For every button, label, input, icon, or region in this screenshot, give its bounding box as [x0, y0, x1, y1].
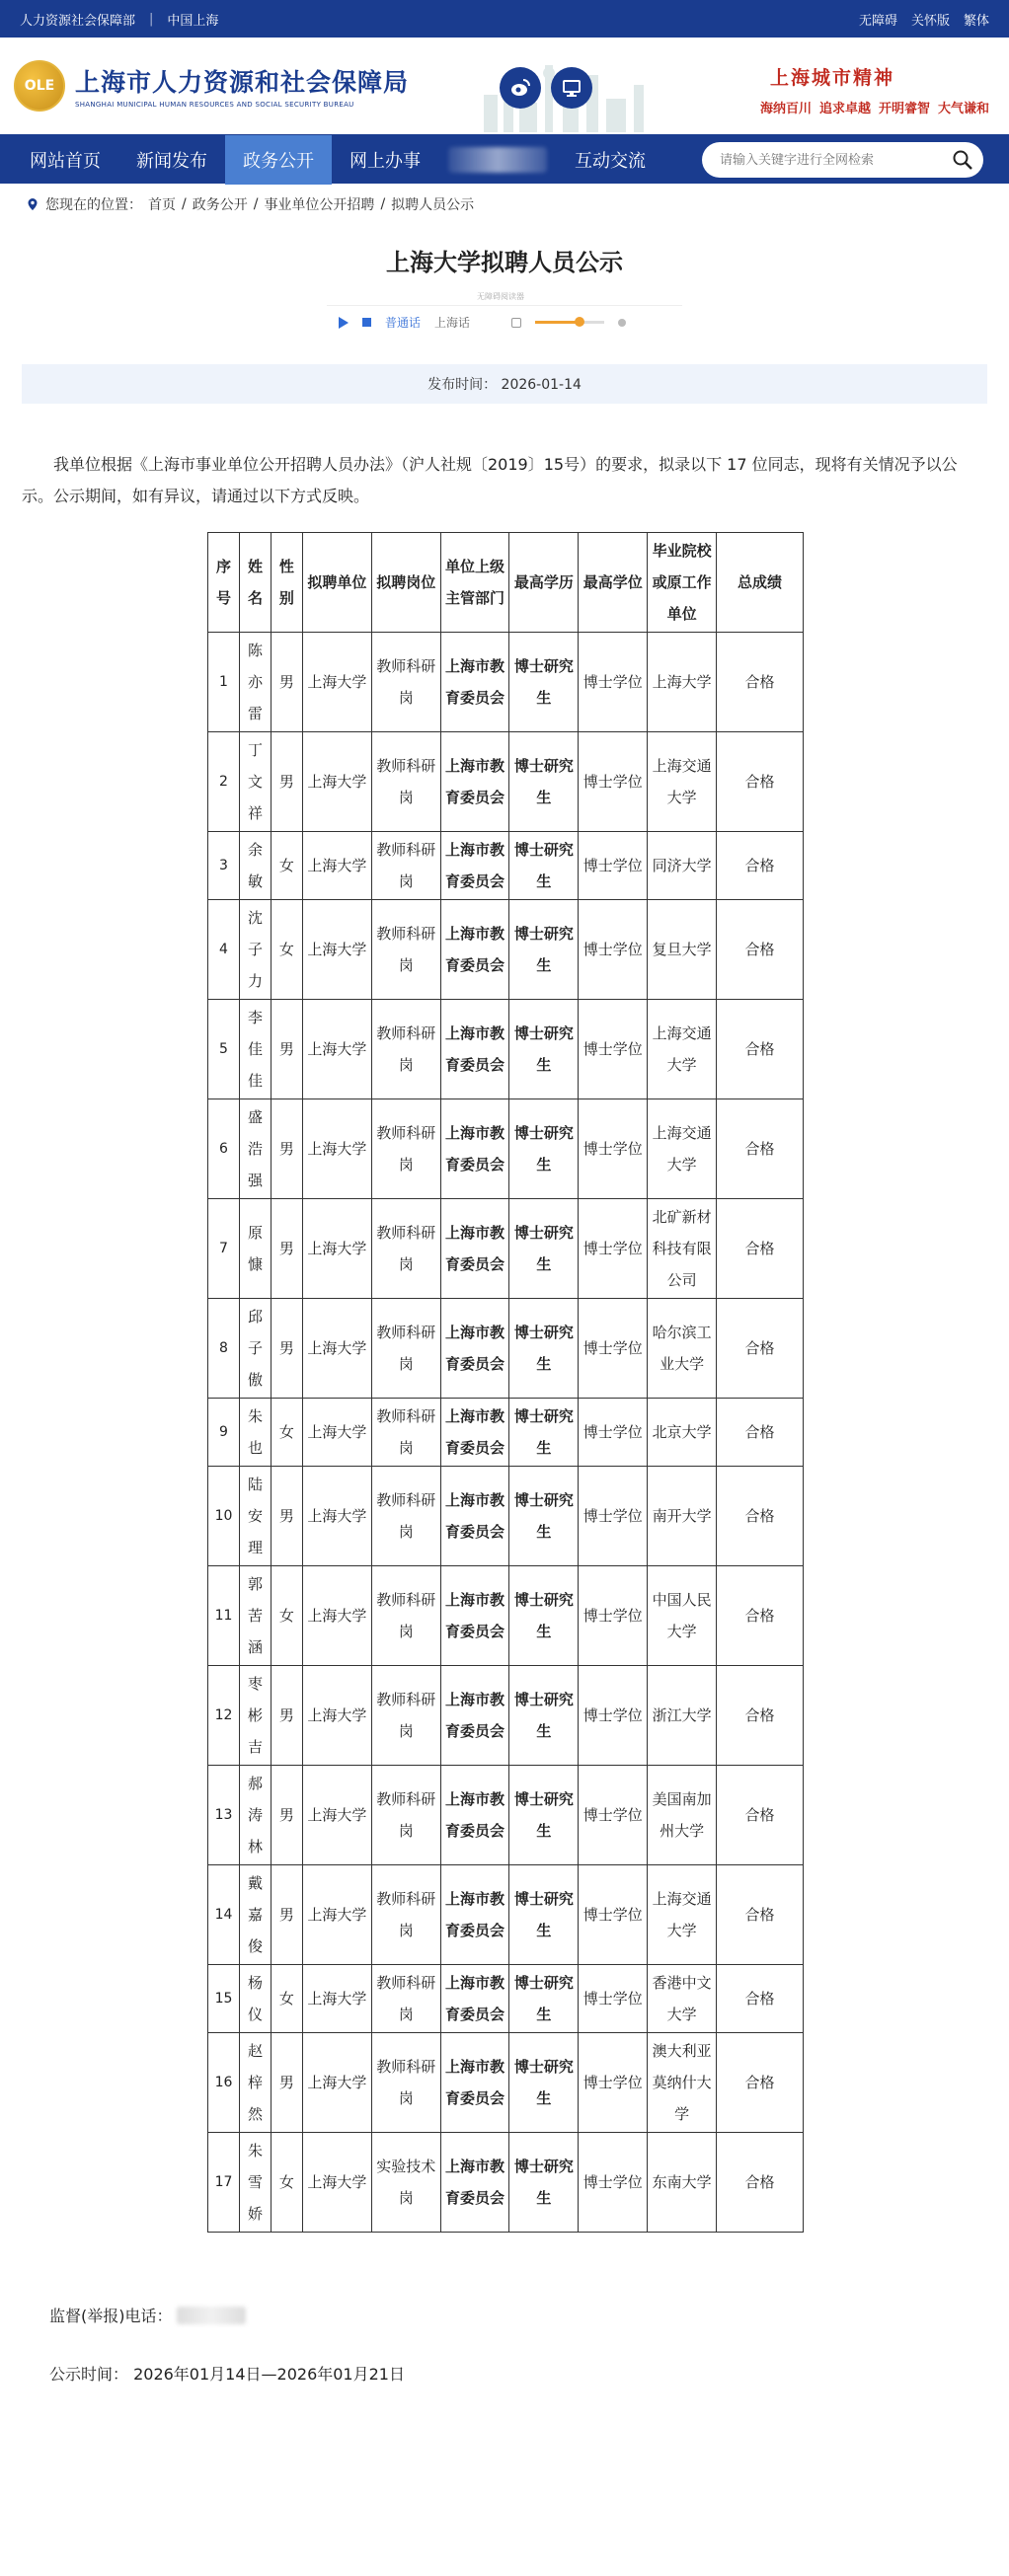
breadcrumb-label: 您现在的位置：	[45, 197, 142, 213]
table-row	[208, 633, 804, 732]
table-cell: 上海大学	[302, 1467, 371, 1566]
table-cell: 博士研究生	[509, 1000, 579, 1099]
table-row	[208, 2133, 804, 2233]
table-cell: 10	[208, 1467, 240, 1566]
table-cell: 男	[271, 732, 302, 832]
table-cell: 男	[271, 1299, 302, 1399]
breadcrumb	[0, 184, 1009, 225]
site-search	[702, 142, 983, 178]
volume-slider[interactable]	[535, 321, 604, 324]
table-cell: 博士学位	[579, 1099, 648, 1199]
table-cell: 博士学位	[579, 1865, 648, 1965]
table-cell: 上海大学	[302, 1965, 371, 2033]
search-input[interactable]	[720, 153, 952, 168]
table-cell: 上海市教育委员会	[440, 1467, 509, 1566]
table-cell: 合格	[717, 1000, 804, 1099]
header-cell: 拟聘岗位	[371, 533, 440, 633]
header-cell: 拟聘单位	[302, 533, 371, 633]
header-cell: 总成绩	[717, 533, 804, 633]
table-cell: 上海大学	[302, 1865, 371, 1965]
table-cell: 上海大学	[302, 2133, 371, 2233]
table-cell: 上海大学	[302, 832, 371, 900]
breadcrumb-separator: /	[253, 196, 259, 212]
table-cell: 合格	[717, 2133, 804, 2233]
city-spirit-word: 大气谦和	[937, 102, 989, 116]
city-spirit-title: 上海城市精神	[769, 67, 894, 89]
table-cell: 上海大学	[302, 633, 371, 732]
table-header-row	[208, 533, 804, 633]
table-cell: 合格	[717, 832, 804, 900]
volume-high-icon[interactable]	[618, 319, 626, 327]
table-cell: 合格	[717, 2033, 804, 2133]
table-cell: 合格	[717, 1566, 804, 1666]
table-cell: 男	[271, 2033, 302, 2133]
table-cell: 合格	[717, 1865, 804, 1965]
table-cell: 博士研究生	[509, 2133, 579, 2233]
table-cell: 博士研究生	[509, 1865, 579, 1965]
city-spirit-word: 开明睿智	[878, 102, 930, 116]
table-cell: 李佳佳	[239, 1000, 271, 1099]
table-row	[208, 1199, 804, 1299]
table-cell: 上海大学	[302, 1766, 371, 1865]
table-cell: 博士研究生	[509, 1467, 579, 1566]
nav-home[interactable]: 网站首页	[30, 151, 101, 172]
table-cell: 教师科研岗	[371, 1467, 440, 1566]
nav-news[interactable]: 新闻发布	[136, 151, 207, 172]
table-cell: 复旦大学	[648, 900, 717, 1000]
table-cell: 上海大学	[302, 1666, 371, 1766]
table-cell: 男	[271, 1099, 302, 1199]
table-cell: 上海大学	[302, 900, 371, 1000]
header-cell: 最高学位	[579, 533, 648, 633]
table-cell: 博士研究生	[509, 832, 579, 900]
table-row	[208, 2033, 804, 2133]
table-cell: 戴嘉俊	[239, 1865, 271, 1965]
table-cell: 女	[271, 832, 302, 900]
table-cell: 上海大学	[302, 1399, 371, 1467]
table-cell: 上海市教育委员会	[440, 2033, 509, 2133]
table-cell: 女	[271, 2133, 302, 2233]
table-cell: 上海市教育委员会	[440, 832, 509, 900]
table-cell: 陆安理	[239, 1467, 271, 1566]
emblem-text: OLE	[24, 78, 55, 94]
table-cell: 博士研究生	[509, 633, 579, 732]
emblem-icon	[14, 60, 65, 112]
table-cell: 原慷	[239, 1199, 271, 1299]
table-cell: 教师科研岗	[371, 1965, 440, 2033]
table-cell: 教师科研岗	[371, 1766, 440, 1865]
table-cell: 博士研究生	[509, 1965, 579, 2033]
phone-redacted	[177, 2307, 246, 2324]
table-cell: 美国南加州大学	[648, 1766, 717, 1865]
header-cell: 姓名	[239, 533, 271, 633]
table-cell: 浙江大学	[648, 1666, 717, 1766]
header-cell: 序号	[208, 533, 240, 633]
separator: |	[149, 11, 154, 27]
volume-knob[interactable]	[575, 317, 584, 327]
table-row	[208, 1865, 804, 1965]
table-cell: 13	[208, 1766, 240, 1865]
table-row	[208, 1000, 804, 1099]
table-cell: 男	[271, 1467, 302, 1566]
site-name: 上海市人力资源和社会保障局	[75, 68, 410, 97]
table-cell: 5	[208, 1000, 240, 1099]
table-cell: 同济大学	[648, 832, 717, 900]
table-cell: 男	[271, 1000, 302, 1099]
accessibility-link[interactable]: 无障碍	[858, 13, 897, 29]
table-cell: 博士学位	[579, 1467, 648, 1566]
table-cell: 17	[208, 2133, 240, 2233]
table-cell: 上海市教育委员会	[440, 1566, 509, 1666]
table-cell: 博士学位	[579, 1965, 648, 2033]
phone-label: 监督(举报)电话：	[49, 2307, 173, 2325]
table-cell: 博士研究生	[509, 1666, 579, 1766]
breadcrumb-recruitment[interactable]: 事业单位公开招聘	[264, 197, 375, 213]
table-cell: 上海市教育委员会	[440, 1399, 509, 1467]
reader-brand: 无障碍阅读器	[477, 292, 524, 301]
table-cell: 杨仪	[239, 1965, 271, 2033]
table-cell: 上海交通大学	[648, 1865, 717, 1965]
site-name-en: SHANGHAI MUNICIPAL HUMAN RESOURCES AND SOCIAL SECURITY BUREAU	[75, 101, 354, 109]
table-row	[208, 900, 804, 1000]
city-spirit-word: 海纳百川	[759, 102, 812, 116]
table-row	[208, 1965, 804, 2033]
table-cell: 博士研究生	[509, 1099, 579, 1199]
table-cell: 丁文祥	[239, 732, 271, 832]
table-cell: 博士研究生	[509, 1299, 579, 1399]
table-cell: 4	[208, 900, 240, 1000]
table-cell: 澳大利亚莫纳什大学	[648, 2033, 717, 2133]
table-cell: 上海市教育委员会	[440, 1666, 509, 1766]
article-footer	[49, 2304, 1009, 2385]
table-cell: 博士学位	[579, 732, 648, 832]
table-cell: 教师科研岗	[371, 1399, 440, 1467]
table-cell: 中国人民大学	[648, 1566, 717, 1666]
volume-fill	[535, 321, 580, 324]
table-row	[208, 832, 804, 900]
audio-reader	[317, 291, 692, 342]
table-cell: 女	[271, 1566, 302, 1666]
table-cell: 7	[208, 1199, 240, 1299]
traditional-chinese-link[interactable]: 繁体	[963, 13, 989, 29]
site-header	[0, 38, 1009, 134]
table-cell: 南开大学	[648, 1467, 717, 1566]
table-cell: 教师科研岗	[371, 1566, 440, 1666]
table-cell: 上海市教育委员会	[440, 732, 509, 832]
intro-paragraph: 我单位根据《上海市事业单位公开招聘人员办法》（沪人社规〔2019〕15号）的要求，拟录以下 17 位同志，现将有关情况予以公示。公示期间，如有异议，请通过以下方式反映。	[22, 455, 958, 505]
table-cell: 邱子傲	[239, 1299, 271, 1399]
mandarin-option[interactable]: 普通话	[385, 316, 422, 330]
main-nav	[0, 134, 1009, 184]
table-cell: 男	[271, 633, 302, 732]
site-logo[interactable]	[14, 60, 409, 112]
table-cell: 郝涛林	[239, 1766, 271, 1865]
table-cell: 教师科研岗	[371, 1099, 440, 1199]
city-spirit	[760, 63, 989, 116]
table-cell: 博士研究生	[509, 1566, 579, 1666]
table-row	[208, 1566, 804, 1666]
article-header	[0, 243, 1009, 342]
header-cell: 性别	[271, 533, 302, 633]
publish-time: 发布时间： 2026-01-14	[22, 364, 987, 404]
publicity-period: 公示时间： 2026年01月14日—2026年01月21日	[49, 2365, 405, 2384]
table-row	[208, 1766, 804, 1865]
table-cell: 合格	[717, 900, 804, 1000]
table-cell: 博士学位	[579, 900, 648, 1000]
table-cell: 上海大学	[302, 732, 371, 832]
play-icon[interactable]	[339, 317, 349, 329]
candidates-table-wrap	[207, 532, 804, 2233]
table-cell: 郭苦涵	[239, 1566, 271, 1666]
nav-online-services[interactable]: 网上办事	[349, 151, 421, 172]
page-title: 上海大学拟聘人员公示	[386, 249, 623, 276]
nav-blurred-item[interactable]	[448, 147, 547, 173]
table-row	[208, 1467, 804, 1566]
table-cell: 合格	[717, 1399, 804, 1467]
breadcrumb-gov-affairs[interactable]: 政务公开	[192, 197, 248, 213]
table-cell: 教师科研岗	[371, 732, 440, 832]
table-cell: 上海市教育委员会	[440, 1965, 509, 2033]
table-cell: 北矿新材科技有限公司	[648, 1199, 717, 1299]
table-cell: 上海市教育委员会	[440, 1099, 509, 1199]
nav-interaction[interactable]: 互动交流	[575, 151, 646, 172]
candidates-table	[207, 532, 804, 2233]
table-cell: 博士研究生	[509, 1766, 579, 1865]
table-row	[208, 1399, 804, 1467]
table-cell: 8	[208, 1299, 240, 1399]
table-cell: 教师科研岗	[371, 633, 440, 732]
table-cell: 实验技术岗	[371, 2133, 440, 2233]
table-cell: 博士研究生	[509, 900, 579, 1000]
table-cell: 男	[271, 1199, 302, 1299]
table-cell: 上海交通大学	[648, 1000, 717, 1099]
table-cell: 陈亦雷	[239, 633, 271, 732]
volume-low-icon[interactable]	[511, 318, 521, 328]
table-cell: 博士学位	[579, 1299, 648, 1399]
monitor-icon[interactable]	[551, 67, 592, 109]
table-cell: 合格	[717, 1666, 804, 1766]
table-cell: 上海交通大学	[648, 1099, 717, 1199]
table-cell: 合格	[717, 633, 804, 732]
table-cell: 教师科研岗	[371, 832, 440, 900]
table-cell: 上海大学	[302, 1566, 371, 1666]
table-cell: 教师科研岗	[371, 1199, 440, 1299]
weibo-icon[interactable]	[500, 67, 541, 109]
table-cell: 9	[208, 1399, 240, 1467]
table-cell: 香港中文大学	[648, 1965, 717, 2033]
table-cell: 盛浩强	[239, 1099, 271, 1199]
table-cell: 教师科研岗	[371, 900, 440, 1000]
breadcrumb-current[interactable]: 拟聘人员公示	[391, 197, 475, 213]
table-row	[208, 732, 804, 832]
city-spirit-word: 追求卓越	[818, 102, 871, 116]
table-cell: 上海市教育委员会	[440, 1766, 509, 1865]
table-row	[208, 1099, 804, 1199]
table-cell: 上海市教育委员会	[440, 900, 509, 1000]
table-cell: 1	[208, 633, 240, 732]
table-cell: 合格	[717, 732, 804, 832]
table-cell: 上海市教育委员会	[440, 1299, 509, 1399]
table-cell: 博士学位	[579, 1000, 648, 1099]
table-cell: 教师科研岗	[371, 1000, 440, 1099]
table-cell: 16	[208, 2033, 240, 2133]
table-cell: 博士研究生	[509, 1399, 579, 1467]
table-cell: 教师科研岗	[371, 1666, 440, 1766]
table-cell: 教师科研岗	[371, 1865, 440, 1965]
table-cell: 博士学位	[579, 1666, 648, 1766]
table-cell: 博士学位	[579, 832, 648, 900]
table-cell: 上海大学	[302, 1099, 371, 1199]
table-cell: 合格	[717, 1766, 804, 1865]
table-cell: 合格	[717, 1467, 804, 1566]
table-row	[208, 1666, 804, 1766]
table-cell: 博士学位	[579, 633, 648, 732]
table-cell: 12	[208, 1666, 240, 1766]
nav-gov-affairs[interactable]: 政务公开	[225, 135, 332, 185]
breadcrumb-home[interactable]: 首页	[148, 197, 176, 213]
breadcrumb-separator: /	[182, 196, 187, 212]
table-cell: 朱也	[239, 1399, 271, 1467]
table-cell: 11	[208, 1566, 240, 1666]
table-cell: 上海大学	[648, 633, 717, 732]
table-cell: 博士学位	[579, 2033, 648, 2133]
table-cell: 上海大学	[302, 1199, 371, 1299]
search-icon[interactable]	[952, 149, 973, 171]
table-cell: 博士学位	[579, 1766, 648, 1865]
table-cell: 博士学位	[579, 1566, 648, 1666]
table-cell: 博士学位	[579, 1399, 648, 1467]
header-cell: 毕业院校或原工作单位	[648, 533, 717, 633]
table-cell: 上海大学	[302, 1000, 371, 1099]
top-utility-bar	[0, 0, 1009, 38]
table-cell: 3	[208, 832, 240, 900]
mohrss-link[interactable]: 人力资源社会保障部	[20, 13, 136, 29]
table-cell: 男	[271, 1666, 302, 1766]
table-cell: 合格	[717, 1299, 804, 1399]
table-cell: 14	[208, 1865, 240, 1965]
table-cell: 2	[208, 732, 240, 832]
table-cell: 女	[271, 900, 302, 1000]
table-cell: 朱雪娇	[239, 2133, 271, 2233]
table-cell: 东南大学	[648, 2133, 717, 2233]
table-cell: 上海交通大学	[648, 732, 717, 832]
china-shanghai-link[interactable]: 中国上海	[167, 13, 219, 29]
stop-icon[interactable]	[362, 318, 371, 327]
table-cell: 上海大学	[302, 2033, 371, 2133]
shanghainese-option[interactable]: 上海话	[434, 316, 471, 330]
header-cell: 最高学历	[509, 533, 579, 633]
table-cell: 博士学位	[579, 1199, 648, 1299]
table-cell: 上海大学	[302, 1299, 371, 1399]
table-cell: 上海市教育委员会	[440, 2133, 509, 2233]
table-row	[208, 1299, 804, 1399]
table-cell: 女	[271, 1399, 302, 1467]
table-cell: 赵梓然	[239, 2033, 271, 2133]
table-cell: 上海市教育委员会	[440, 1000, 509, 1099]
location-pin-icon	[26, 197, 39, 211]
table-cell: 博士学位	[579, 2133, 648, 2233]
breadcrumb-separator: /	[380, 196, 386, 212]
table-cell: 6	[208, 1099, 240, 1199]
table-cell: 北京大学	[648, 1399, 717, 1467]
table-cell: 哈尔滨工业大学	[648, 1299, 717, 1399]
table-cell: 枣彬吉	[239, 1666, 271, 1766]
table-cell: 上海市教育委员会	[440, 1865, 509, 1965]
care-mode-link[interactable]: 关怀版	[910, 13, 950, 29]
table-cell: 合格	[717, 1965, 804, 2033]
table-cell: 男	[271, 1865, 302, 1965]
table-cell: 15	[208, 1965, 240, 2033]
table-cell: 教师科研岗	[371, 2033, 440, 2133]
table-cell: 合格	[717, 1099, 804, 1199]
table-cell: 教师科研岗	[371, 1299, 440, 1399]
table-cell: 男	[271, 1766, 302, 1865]
table-cell: 博士研究生	[509, 1199, 579, 1299]
header-cell: 单位上级主管部门	[440, 533, 509, 633]
table-cell: 沈子力	[239, 900, 271, 1000]
table-cell: 合格	[717, 1199, 804, 1299]
table-cell: 上海市教育委员会	[440, 633, 509, 732]
table-cell: 博士研究生	[509, 732, 579, 832]
table-cell: 女	[271, 1965, 302, 2033]
table-cell: 上海市教育委员会	[440, 1199, 509, 1299]
table-cell: 博士研究生	[509, 2033, 579, 2133]
table-cell: 余敏	[239, 832, 271, 900]
